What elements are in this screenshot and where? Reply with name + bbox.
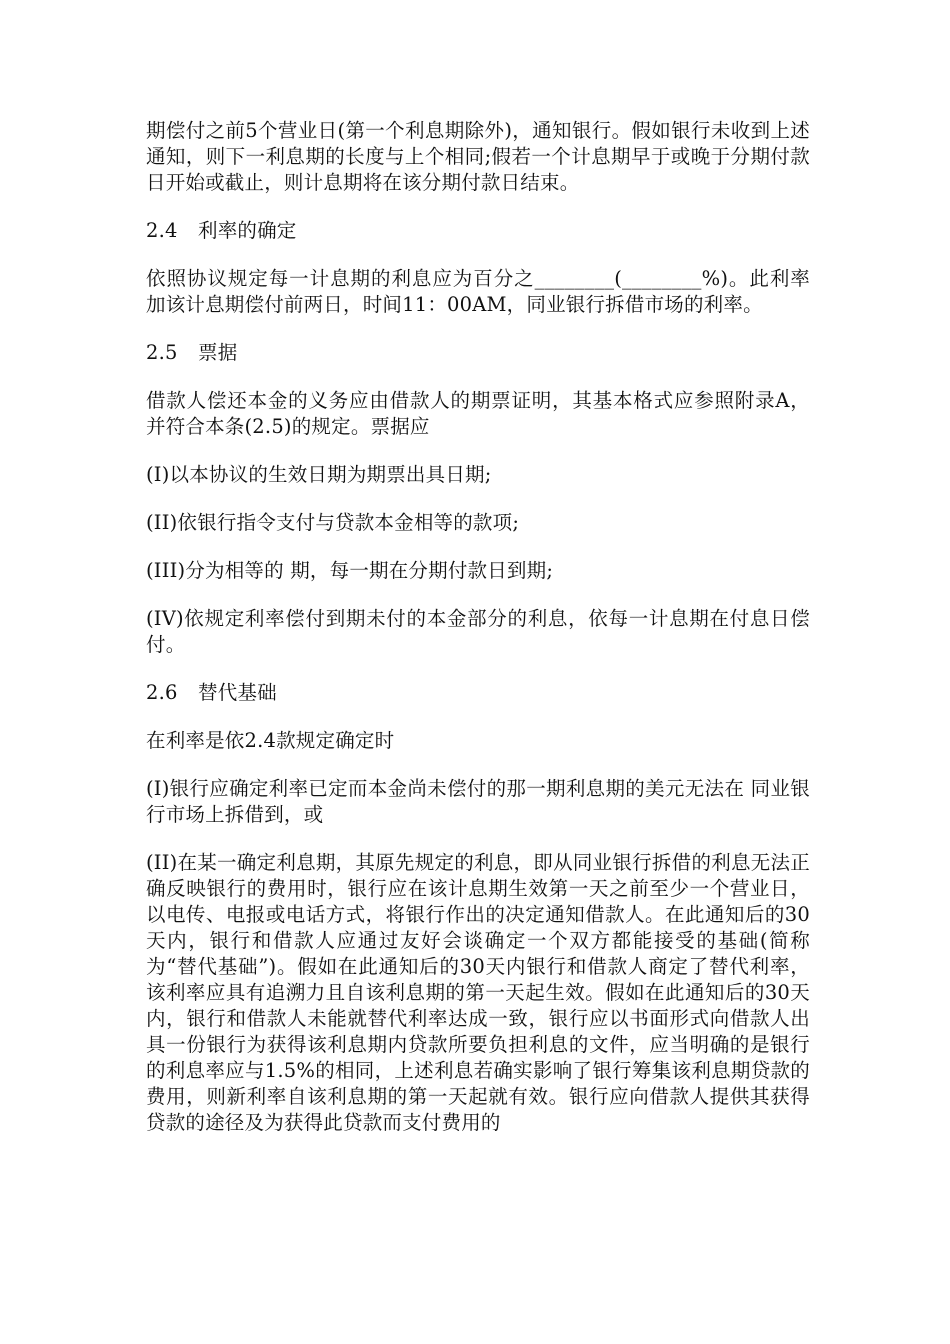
- section-number: 2.6: [146, 681, 178, 704]
- list-item-note-iii: (III)分为相等的 期，每一期在分期付款日到期;: [146, 559, 554, 582]
- section-number: 2.5: [146, 341, 178, 364]
- section-heading-2-6: [146, 680, 810, 706]
- paragraph-promissory-note: 借款人偿还本金的义务应由借款人的期票证明，其基本格式应参照附录A，并符合本条(2.5)的规定。票据应: [146, 389, 810, 438]
- section-heading-2-5: [146, 340, 810, 366]
- paragraph-interest-rate: 依照协议规定每一计息期的利息应为百分之________(________%)。此利率加该计息期偿付前两日，时间11：00AM，同业银行拆借市场的利率。: [146, 267, 810, 316]
- list-item-substitute-ii: (II)在某一确定利息期，其原先规定的利息，即从同业银行拆借的利息无法正确反映银行的费用时，银行应在该计息期生效第一天之前至少一个营业日，以电传、电报或电话方式，将银行作出的决定通知借款人。在此通知后的30天内，银行和借款人应通过友好会谈确定一个双方都能接受的基础(简称为“替代基础”)。假如在此通知后的30天内银行和借款人商定了替代利率，该利率应具有追溯力且自该利息期的第一天起生效。假如在此通知后的30天内，银行和借款人未能就替代利率达成一致，银行应以书面形式向借款人出具一份银行为获得该利息期内贷款所要负担利息的文件，应当明确的是银行的利息率应与1.5%的相同，上述利息若确实影响了银行筹集该利息期贷款的费用，则新利率自该利息期的第一天起就有效。银行应向借款人提供其获得贷款的途径及为获得此贷款而支付费用的: [146, 851, 810, 1134]
- paragraph-notice-period: 期偿付之前5个营业日(第一个利息期除外)，通知银行。假如银行未收到上述通知，则下一利息期的长度与上个相同;假若一个计息期早于或晚于分期付款日开始或截止，则计息期将在该分期付款日结束。: [146, 119, 810, 194]
- list-item-note-i: (I)以本协议的生效日期为期票出具日期;: [146, 463, 492, 486]
- section-title: 利率的确定: [198, 219, 297, 242]
- paragraph-substitute-intro: 在利率是依2.4款规定确定时: [146, 729, 395, 752]
- list-item-note-iv: (IV)依规定利率偿付到期未付的本金部分的利息，依每一计息期在付息日偿付。: [146, 607, 810, 656]
- list-item-substitute-i: (I)银行应确定利率已定而本金尚未偿付的那一期利息期的美元无法在 同业银行市场上拆借到，或: [146, 777, 810, 826]
- list-item-note-ii: (II)依银行指令支付与贷款本金相等的款项;: [146, 511, 520, 534]
- section-title: 替代基础: [198, 681, 277, 704]
- section-number: 2.4: [146, 219, 178, 242]
- document-page: [146, 118, 810, 1158]
- section-title: 票据: [198, 341, 238, 364]
- section-heading-2-4: [146, 218, 810, 244]
